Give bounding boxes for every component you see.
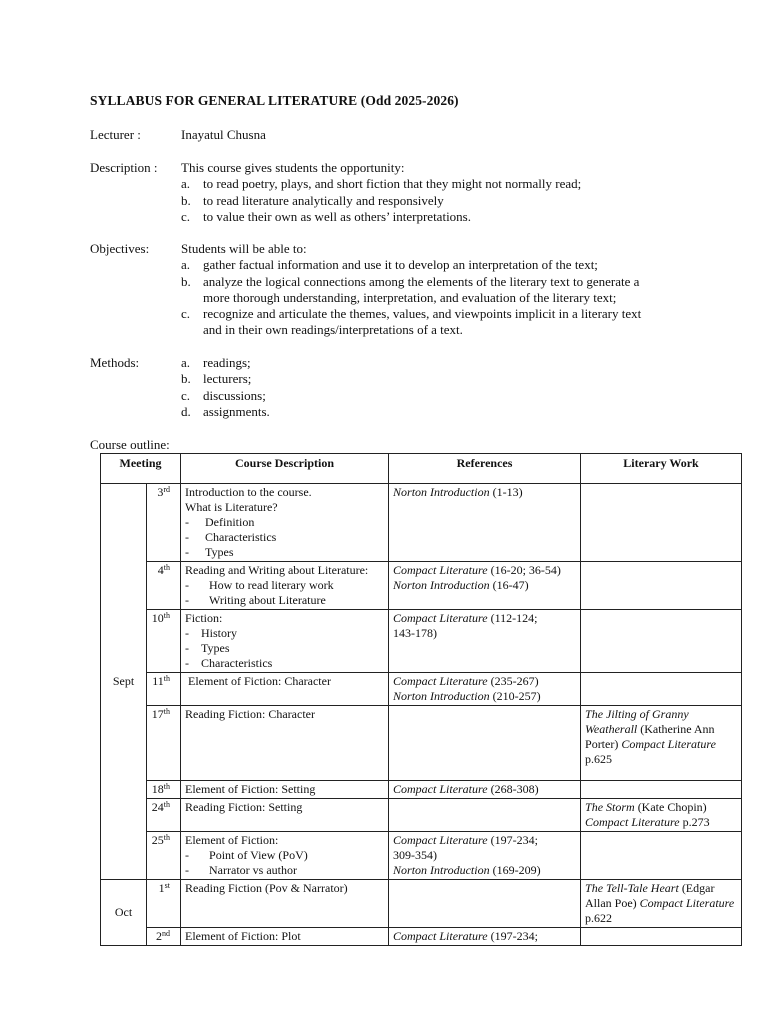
references <box>389 880 581 928</box>
objectives-block <box>181 241 641 339</box>
description-label: Description : <box>90 160 158 175</box>
table-row <box>101 610 742 673</box>
literary-work <box>581 928 742 946</box>
header-course-description: Course Description <box>181 454 389 484</box>
meeting-date: 3rd <box>147 484 181 562</box>
references: Compact Literature (112-124; 143-178) <box>389 610 581 673</box>
method-item: d. assignments. <box>181 403 270 419</box>
meeting-date: 4th <box>147 562 181 610</box>
table-row <box>101 562 742 610</box>
literary-work <box>581 610 742 673</box>
meeting-date: 10th <box>147 610 181 673</box>
course-outline-label: Course outline: <box>90 437 170 452</box>
objective-item: c. recognize and articulate the themes, values, and viewpoints implicit in a literary text and in their own readings/interpretations of a text. <box>181 306 642 338</box>
meeting-date: 1st <box>147 880 181 928</box>
references <box>389 799 581 832</box>
course-description: Element of Fiction: Character <box>181 673 389 706</box>
course-description: Fiction: - History - Types - Characteristics <box>181 610 389 673</box>
table-row <box>101 832 742 880</box>
course-description: Reading Fiction (Pov & Narrator) <box>181 880 389 928</box>
method-item: a. readings; <box>181 355 251 370</box>
objectives-label: Objectives: <box>90 241 150 256</box>
references: Compact Literature (16-20; 36-54) Norton Introduction (16-47) <box>389 562 581 610</box>
course-description: Introduction to the course. What is Literature? - Definition - Characteristics - Types <box>181 484 389 562</box>
meeting-date: 11th <box>147 673 181 706</box>
description-item: b. to read literature analytically and responsively <box>181 192 444 208</box>
literary-work <box>581 781 742 799</box>
lecturer-label: Lecturer : <box>90 127 141 142</box>
course-outline-table <box>100 453 742 946</box>
table-row <box>101 781 742 799</box>
literary-work <box>581 562 742 610</box>
method-item: c. discussions; <box>181 387 266 403</box>
description-item: c. to value their own as well as others’ interpretations. <box>181 208 471 224</box>
course-description: Element of Fiction: Setting <box>181 781 389 799</box>
meeting-date: 17th <box>147 706 181 781</box>
document-title: SYLLABUS FOR GENERAL LITERATURE (Odd 2025-2026) <box>90 93 459 108</box>
header-literary-work: Literary Work <box>581 454 742 484</box>
literary-work <box>581 484 742 562</box>
method-item: b. lecturers; <box>181 371 252 387</box>
course-description: Element of Fiction: Plot <box>181 928 389 946</box>
table-row <box>101 706 742 781</box>
table-row <box>101 484 742 562</box>
meeting-date: 24th <box>147 799 181 832</box>
references: Compact Literature (268-308) <box>389 781 581 799</box>
literary-work: The Tell-Tale Heart (Edgar Allan Poe) Compact Literature p.622 <box>581 880 742 928</box>
objective-item: a. gather factual information and use it to develop an interpretation of the text; <box>181 257 598 273</box>
references: Norton Introduction (1-13) <box>389 484 581 562</box>
description-intro: This course gives students the opportunity: <box>181 160 405 175</box>
course-description: Reading Fiction: Setting <box>181 799 389 832</box>
references <box>389 706 581 781</box>
meeting-date: 25th <box>147 832 181 880</box>
lecturer-name: Inayatul Chusna <box>181 127 266 142</box>
meeting-date: 2nd <box>147 928 181 946</box>
course-description: Element of Fiction: - Point of View (PoV) - Narrator vs author <box>181 832 389 880</box>
header-references: References <box>389 454 581 484</box>
references: Compact Literature (197-234; <box>389 928 581 946</box>
methods-block <box>181 355 270 420</box>
literary-work: The Jilting of Granny Weatherall (Katherine Ann Porter) Compact Literature p.625 <box>581 706 742 781</box>
references: Compact Literature (235-267) Norton Introduction (210-257) <box>389 673 581 706</box>
description-item: a. to read poetry, plays, and short fiction that they might not normally read; <box>181 176 582 192</box>
table-row <box>101 673 742 706</box>
table-row <box>101 928 742 946</box>
course-description: Reading and Writing about Literature: - How to read literary work - Writing about Literature <box>181 562 389 610</box>
table-row <box>101 799 742 832</box>
month-oct: Oct <box>101 880 147 946</box>
course-description: Reading Fiction: Character <box>181 706 389 781</box>
table-header-row <box>101 454 742 484</box>
meeting-date: 18th <box>147 781 181 799</box>
header-meeting: Meeting <box>101 454 181 484</box>
objective-item: b. analyze the logical connections among the elements of the literary text to generate a more thorough understanding, interpretation, and evaluation of the literary text; <box>181 273 640 305</box>
month-sept: Sept <box>101 484 147 880</box>
literary-work: The Storm (Kate Chopin) Compact Literature p.273 <box>581 799 742 832</box>
references: Compact Literature (197-234; 309-354) Norton Introduction (169-209) <box>389 832 581 880</box>
literary-work <box>581 832 742 880</box>
description-block <box>181 160 581 225</box>
objectives-intro: Students will be able to: <box>181 241 307 256</box>
table-row <box>101 880 742 928</box>
methods-label: Methods: <box>90 355 140 370</box>
literary-work <box>581 673 742 706</box>
